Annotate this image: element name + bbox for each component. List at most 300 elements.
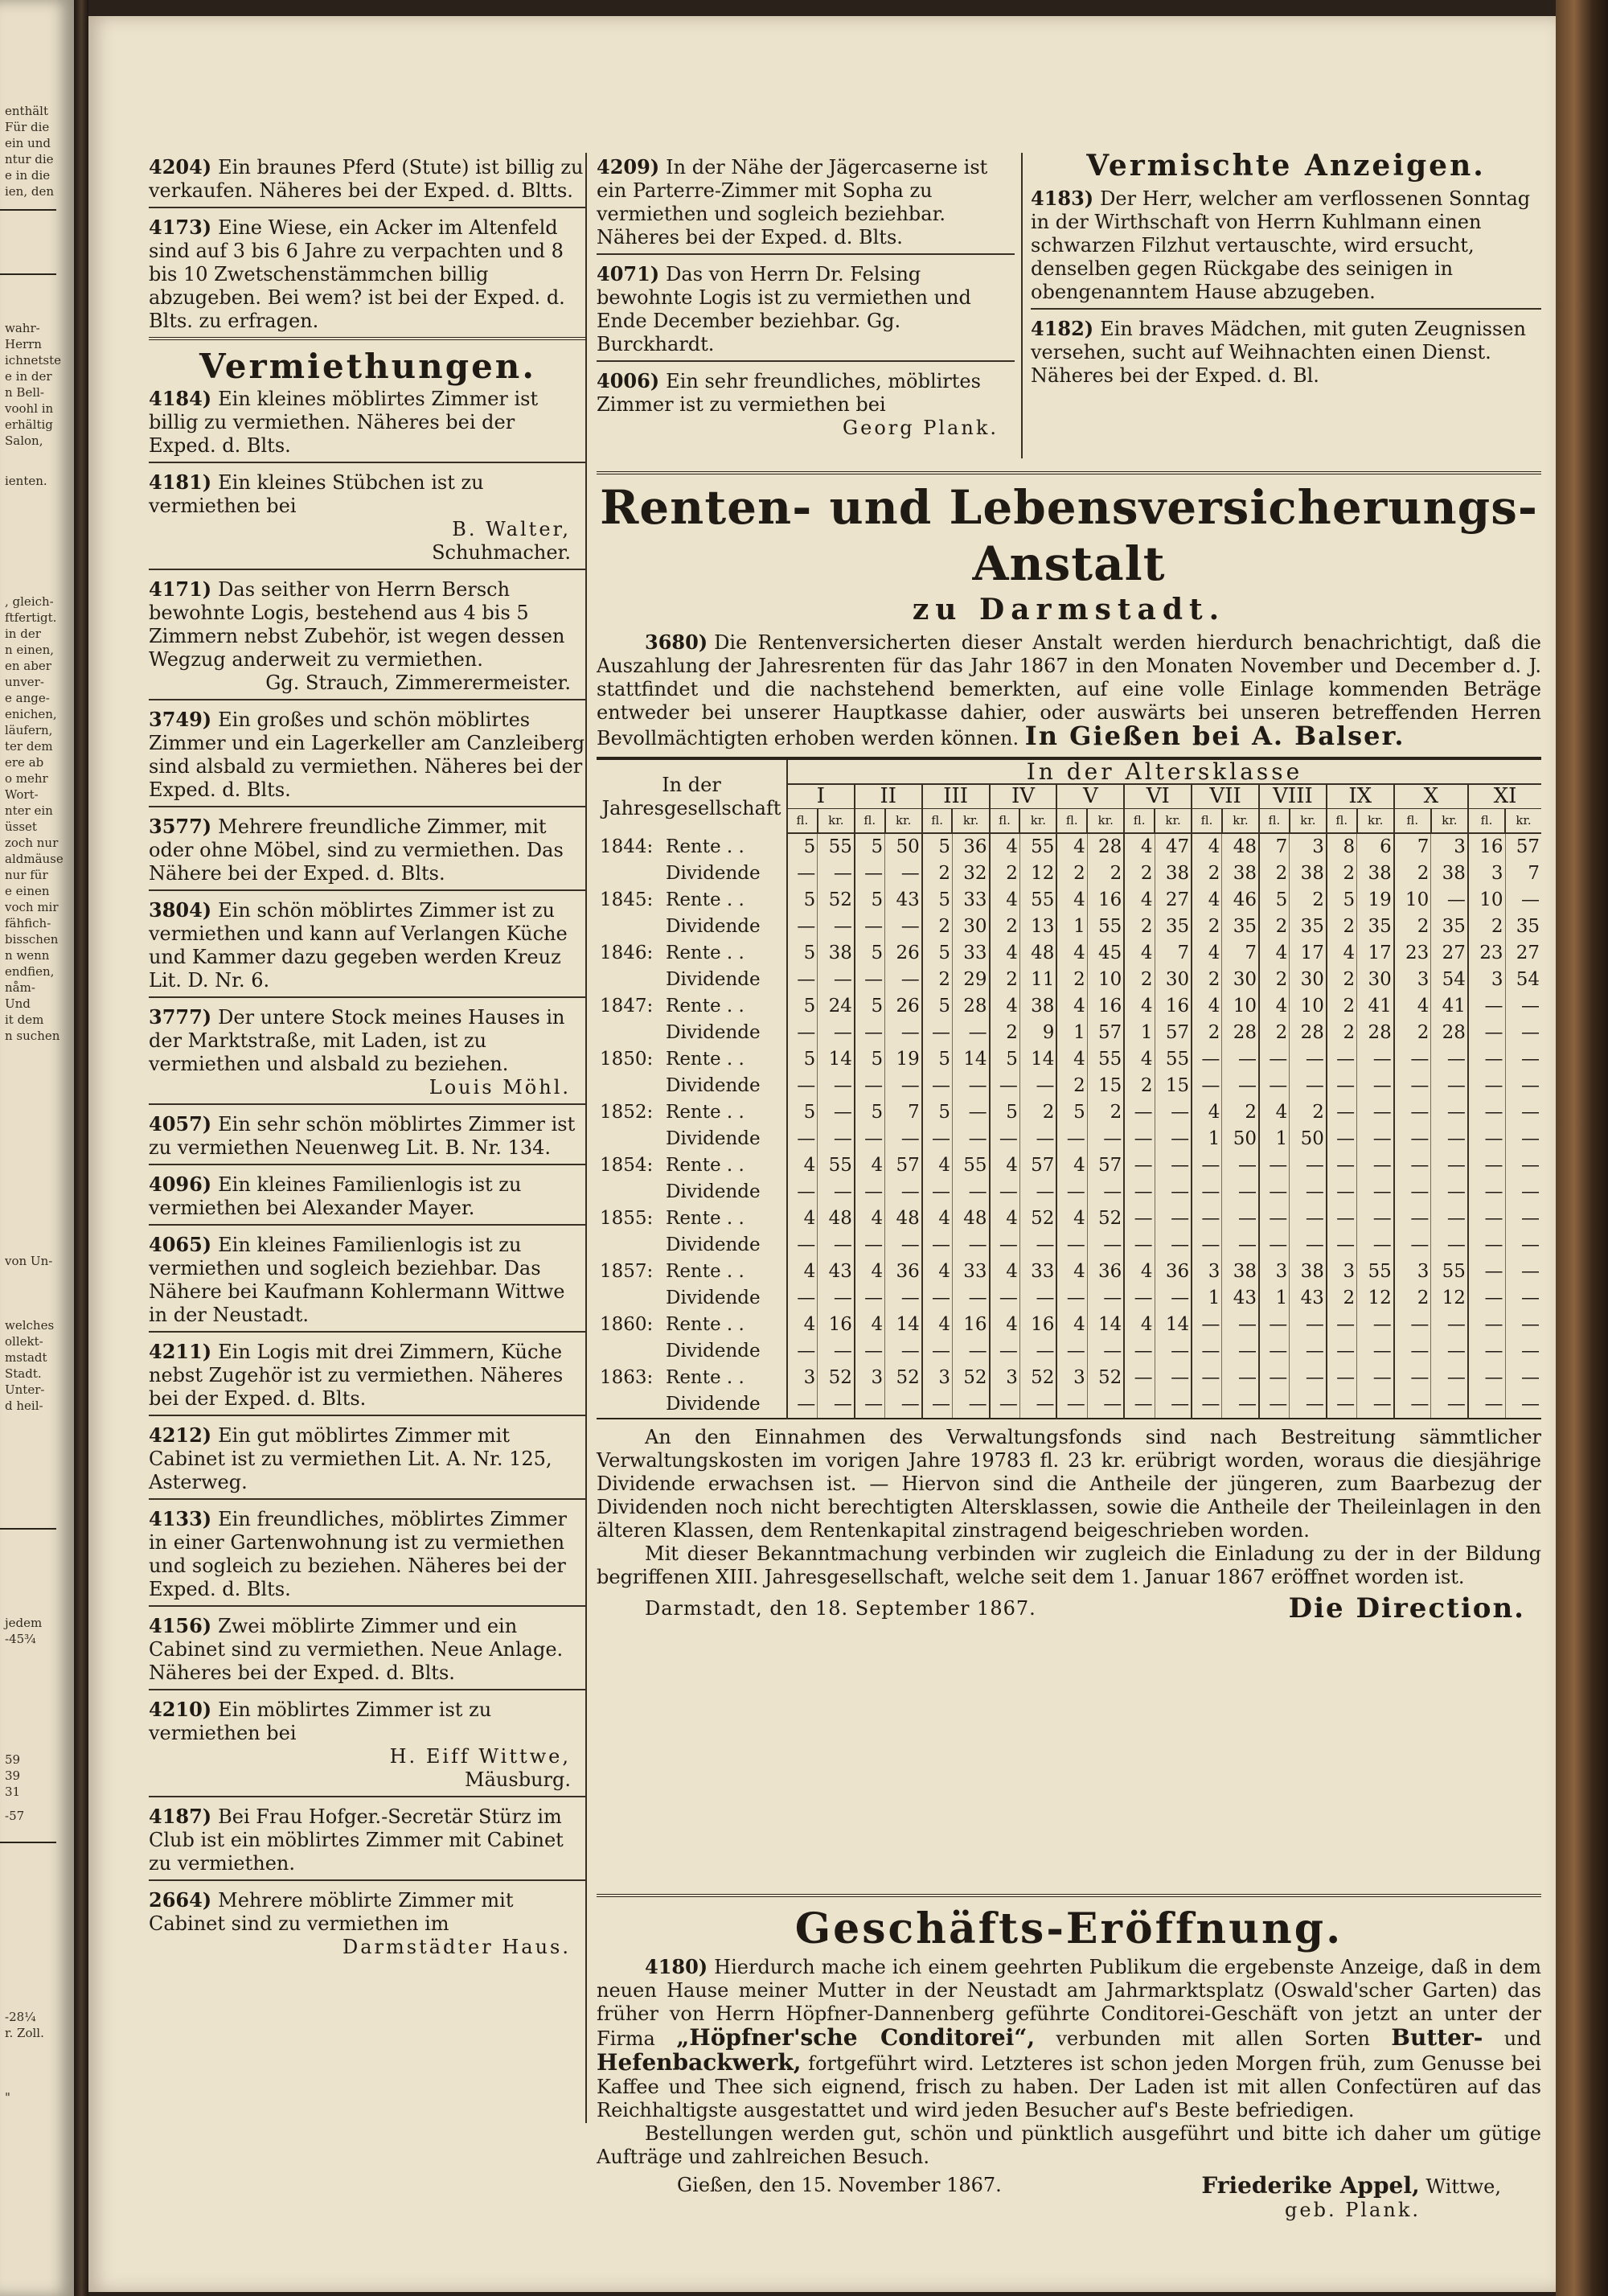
cell-florin: — <box>787 1232 818 1259</box>
cell-kreuzer: 35 <box>1431 914 1468 940</box>
table-row <box>597 1259 1541 1285</box>
ad-4210 <box>149 1695 587 1797</box>
cell-florin: — <box>1259 1179 1290 1206</box>
cell-kreuzer: — <box>1087 1126 1124 1152</box>
cell-kreuzer: 28 <box>1431 1020 1468 1046</box>
margin-text-fragment: d heil- <box>5 1399 43 1413</box>
margin-text-fragment: üsset <box>5 819 37 834</box>
cell-kreuzer: — <box>1431 1073 1468 1099</box>
class-header: I <box>787 784 855 809</box>
ad-text: Mehrere freundliche Zimmer, mit oder ohne Möbel, sind zu vermiethen. Das Nähere bei der Exped. d. Blts. <box>149 815 564 885</box>
cell-kreuzer: — <box>818 1099 855 1126</box>
unit-florin-header: fl. <box>1259 809 1290 834</box>
margin-text-fragment: voch mir <box>5 900 59 914</box>
margin-text-fragment: unver- <box>5 675 44 689</box>
table-row <box>597 1391 1541 1419</box>
cell-kreuzer: 55 <box>818 1152 855 1179</box>
cell-florin: 3 <box>787 1365 818 1391</box>
cell-kreuzer: — <box>1290 1073 1327 1099</box>
row-label <box>597 1073 787 1099</box>
unit-kreuzer-header: kr. <box>818 809 855 834</box>
cell-florin: 4 <box>990 1152 1020 1179</box>
cell-kreuzer: — <box>1290 1152 1327 1179</box>
cell-florin: 4 <box>922 1312 953 1338</box>
cell-florin: — <box>1394 1338 1431 1365</box>
table-row <box>597 1285 1541 1312</box>
margin-text-fragment: n einen, <box>5 643 55 657</box>
cell-florin: — <box>1259 1232 1290 1259</box>
cell-kreuzer: — <box>1155 1285 1192 1312</box>
cell-kreuzer: 35 <box>1290 914 1327 940</box>
ad-signature: Georg Plank. <box>842 417 999 439</box>
row-label <box>597 1179 787 1206</box>
cell-kreuzer: — <box>885 1285 922 1312</box>
ad-text: Ein kleines Familienlogis ist zu vermiethen bei Alexander Mayer. <box>149 1173 522 1219</box>
cell-kreuzer: 55 <box>818 833 855 860</box>
cell-florin: 4 <box>1124 887 1155 914</box>
opening-title: Geschäfts-Eröffnung. <box>794 1904 1343 1953</box>
row-type: Dividende <box>666 1181 761 1202</box>
cell-florin: 4 <box>990 940 1020 967</box>
cell-kreuzer: — <box>1155 1391 1192 1419</box>
cell-florin: — <box>1327 1338 1357 1365</box>
cell-kreuzer: — <box>885 1232 922 1259</box>
ad-text: Ein möblirtes Zimmer ist zu vermiethen bei <box>149 1698 492 1744</box>
cell-kreuzer: — <box>1431 1312 1468 1338</box>
cell-kreuzer: — <box>1290 1206 1327 1232</box>
cell-florin: — <box>1394 1312 1431 1338</box>
row-type: Rente . . <box>666 889 745 910</box>
margin-text-fragment: 59 <box>5 1752 21 1767</box>
ad-4183 <box>1031 184 1541 310</box>
ad-4212 <box>149 1421 587 1500</box>
opening-goods-1: Butter- <box>1391 2024 1483 2051</box>
table-row <box>597 967 1541 993</box>
ad-4006 <box>597 367 1015 444</box>
cell-kreuzer: 52 <box>818 887 855 914</box>
opening-goods-2: Hefenbackwerk, <box>597 2049 802 2076</box>
cell-florin: 23 <box>1394 940 1431 967</box>
ad-number: 4209) <box>597 155 660 179</box>
cell-florin: — <box>1394 1179 1431 1206</box>
cell-florin: 5 <box>922 1046 953 1073</box>
cell-kreuzer: — <box>818 914 855 940</box>
ad-number: 4210) <box>149 1698 212 1721</box>
cell-florin: — <box>1468 1206 1505 1232</box>
row-year: 1855: <box>600 1208 654 1229</box>
cell-florin: 1 <box>1056 914 1087 940</box>
cell-kreuzer: — <box>1222 1338 1259 1365</box>
cell-kreuzer: — <box>1087 1232 1124 1259</box>
cell-kreuzer: 57 <box>1155 1020 1192 1046</box>
cell-kreuzer: 57 <box>1087 1020 1124 1046</box>
cell-florin: 4 <box>1192 940 1222 967</box>
table-row <box>597 993 1541 1020</box>
cell-florin: 4 <box>787 1312 818 1338</box>
margin-text-fragment: it dem <box>5 1012 44 1027</box>
ad-4181 <box>149 468 587 570</box>
cell-florin: 2 <box>1259 967 1290 993</box>
cell-kreuzer: 2 <box>1019 1099 1056 1126</box>
cell-florin: 23 <box>1468 940 1505 967</box>
cell-florin: — <box>1394 1099 1431 1126</box>
margin-text-fragment: endfien, <box>5 964 55 979</box>
ad-3577 <box>149 812 587 891</box>
class-header: III <box>922 784 990 809</box>
cell-kreuzer: 7 <box>1155 940 1192 967</box>
cell-kreuzer: — <box>1357 1046 1394 1073</box>
ad-text: Ein braves Mädchen, mit guten Zeugnissen versehen, sucht auf Weihnachten einen Dienst. Näheres bei der Exped. d. Bl. <box>1031 318 1526 387</box>
cell-kreuzer: — <box>885 1391 922 1419</box>
cell-florin: — <box>1056 1126 1087 1152</box>
cell-kreuzer: 16 <box>818 1312 855 1338</box>
cell-florin: 4 <box>1124 1312 1155 1338</box>
cell-kreuzer: — <box>1431 1126 1468 1152</box>
cell-kreuzer: 26 <box>885 993 922 1020</box>
cell-florin: 5 <box>787 833 818 860</box>
cell-florin: 4 <box>1056 1046 1087 1073</box>
renten-table <box>597 757 1541 1419</box>
cell-florin: 2 <box>1327 860 1357 887</box>
cell-kreuzer: — <box>952 1099 989 1126</box>
cell-florin: 4 <box>1056 940 1087 967</box>
cell-florin: — <box>1327 1126 1357 1152</box>
margin-text-fragment: 31 <box>5 1785 21 1799</box>
unit-kreuzer-header: kr. <box>1290 809 1327 834</box>
table-group-header: In der Altersklasse <box>787 758 1541 784</box>
margin-text-fragment: zoch nur <box>5 836 59 850</box>
ad-text: Mehrere möblirte Zimmer mit Cabinet sind zu vermiethen im <box>149 1889 514 1935</box>
cell-florin: 2 <box>1124 914 1155 940</box>
cell-kreuzer: — <box>1357 1338 1394 1365</box>
table-row <box>597 940 1541 967</box>
cell-kreuzer: 48 <box>1222 833 1259 860</box>
cell-kreuzer: 38 <box>1290 860 1327 887</box>
cell-florin: 5 <box>1056 1099 1087 1126</box>
cell-kreuzer: — <box>1505 1073 1541 1099</box>
cell-kreuzer: — <box>1505 1365 1541 1391</box>
cell-kreuzer: — <box>885 914 922 940</box>
margin-text-fragment: , gleich- <box>5 594 54 609</box>
cell-kreuzer: — <box>1290 1365 1327 1391</box>
cell-florin: 2 <box>1192 860 1222 887</box>
row-type: Dividende <box>666 1128 761 1149</box>
cell-kreuzer: — <box>1222 1179 1259 1206</box>
table-row <box>597 1126 1541 1152</box>
table-row <box>597 1099 1541 1126</box>
cell-florin: — <box>1394 1232 1431 1259</box>
cell-kreuzer: — <box>885 860 922 887</box>
cell-florin: — <box>1327 1232 1357 1259</box>
opening-date: Gießen, den 15. November 1867. <box>677 2174 1002 2196</box>
cell-florin: 4 <box>990 993 1020 1020</box>
unit-kreuzer-header: kr. <box>1155 809 1192 834</box>
cell-florin: — <box>1327 1179 1357 1206</box>
cell-florin: — <box>1192 1365 1222 1391</box>
cell-kreuzer: 36 <box>1155 1259 1192 1285</box>
cell-kreuzer: — <box>818 1020 855 1046</box>
cell-kreuzer: — <box>1290 1338 1327 1365</box>
cell-florin: — <box>855 1020 885 1046</box>
margin-text-fragment: o mehr <box>5 771 48 786</box>
renten-footer-p1: An den Einnahmen des Verwaltungsfonds sind nach Bestreitung sämmtlicher Verwaltungskosten im vorigen Jahre 19783 fl. 23 kr. erübrigt worden, woraus die diesjährige Dividende erwachsen ist. — Hiervon sind die Antheile der jüngeren, zum Baarbezug der Dividenden noch nicht berechtigten Altersklassen, sowie die Antheile der Theileinlagen in den älteren Klassen, dem Rentenkapital zinstragend beigeschrieben worden. <box>597 1426 1541 1542</box>
cell-kreuzer: — <box>952 1126 989 1152</box>
cell-florin: 5 <box>787 1099 818 1126</box>
cell-kreuzer: 50 <box>1222 1126 1259 1152</box>
cell-florin: 2 <box>1192 914 1222 940</box>
cell-kreuzer: 35 <box>1155 914 1192 940</box>
cell-florin: — <box>990 1338 1020 1365</box>
cell-kreuzer: 55 <box>1431 1259 1468 1285</box>
ad-text: Ein schön möblirtes Zimmer ist zu vermiethen und kann auf Verlangen Küche und Kammer dazu gegeben werden Kreuz Lit. D. Nr. 6. <box>149 899 568 992</box>
ad-4133 <box>149 1505 587 1607</box>
unit-florin-header: fl. <box>1192 809 1222 834</box>
cell-kreuzer: — <box>818 967 855 993</box>
ad-number: 3680) <box>645 630 708 654</box>
cell-kreuzer: — <box>1357 1152 1394 1179</box>
cell-florin: — <box>1468 1020 1505 1046</box>
ad-number: 4071) <box>597 262 660 285</box>
ad-text: Eine Wiese, ein Acker im Altenfeld sind auf 3 bis 6 Jahre zu verpachten und 8 bis 10 Zwetschenstämmchen billig abzugeben. Bei wem? ist bei der Exped. d. Blts. zu erfragen. <box>149 216 565 332</box>
ad-number: 4173) <box>149 216 212 239</box>
cell-kreuzer: — <box>1357 1073 1394 1099</box>
cell-kreuzer: 50 <box>1290 1126 1327 1152</box>
opening-geb: geb. Plank. <box>1285 2199 1421 2221</box>
cell-florin: — <box>1468 1099 1505 1126</box>
margin-text-fragment: ichnetste <box>5 353 62 368</box>
cell-kreuzer: 30 <box>952 914 989 940</box>
cell-florin: 4 <box>1124 833 1155 860</box>
cell-kreuzer: 28 <box>952 993 989 1020</box>
margin-text-fragment: n Bell- <box>5 385 44 400</box>
cell-florin: — <box>922 1179 953 1206</box>
margin-text-fragment: Herrn <box>5 337 42 351</box>
cell-florin: 2 <box>922 914 953 940</box>
cell-florin: 4 <box>1056 887 1087 914</box>
cell-florin: — <box>1124 1099 1155 1126</box>
margin-text-fragment: n wenn <box>5 948 50 963</box>
cell-kreuzer: — <box>1019 1285 1056 1312</box>
cell-florin: 3 <box>922 1365 953 1391</box>
cell-kreuzer: 2 <box>1087 1099 1124 1126</box>
unit-florin-header: fl. <box>1056 809 1087 834</box>
cell-florin: 2 <box>1327 1285 1357 1312</box>
margin-rule <box>0 1842 56 1843</box>
cell-florin: 5 <box>855 887 885 914</box>
cell-florin: — <box>1124 1152 1155 1179</box>
cell-kreuzer: 28 <box>1357 1020 1394 1046</box>
section-heading-rentals: Vermiethungen. <box>199 347 536 386</box>
cell-kreuzer: 41 <box>1431 993 1468 1020</box>
cell-kreuzer: 14 <box>1087 1312 1124 1338</box>
renten-footer <box>597 1426 1541 1627</box>
ad-4065 <box>149 1230 587 1333</box>
ad-4187 <box>149 1802 587 1881</box>
row-label <box>597 1365 787 1391</box>
cell-kreuzer: 9 <box>1019 1020 1056 1046</box>
cell-florin: — <box>1394 1206 1431 1232</box>
renten-intro <box>597 630 1541 750</box>
cell-kreuzer: 29 <box>952 967 989 993</box>
table-row <box>597 1179 1541 1206</box>
cell-florin: — <box>1124 1179 1155 1206</box>
margin-text-fragment: -28¼ <box>5 2010 36 2024</box>
cell-kreuzer: 35 <box>1505 914 1541 940</box>
row-type: Dividende <box>666 1394 761 1415</box>
margin-text-fragment: Und <box>5 996 31 1011</box>
renten-signature: Die Direction. <box>1288 1592 1525 1624</box>
margin-text-fragment: in der <box>5 626 41 641</box>
cell-florin: — <box>1124 1391 1155 1419</box>
cell-florin: 2 <box>990 914 1020 940</box>
column-right-a <box>597 153 1015 449</box>
unit-florin-header: fl. <box>1468 809 1505 834</box>
cell-florin: 1 <box>1259 1285 1290 1312</box>
cell-kreuzer: 52 <box>1019 1365 1056 1391</box>
divider <box>597 471 1541 474</box>
cell-kreuzer: — <box>1290 1391 1327 1419</box>
class-header: VI <box>1124 784 1192 809</box>
cell-florin: 5 <box>855 940 885 967</box>
renten-subtitle: zu Darmstadt. <box>912 593 1226 626</box>
ad-number: 4204) <box>149 155 212 179</box>
margin-text-fragment: ter dem <box>5 739 53 754</box>
cell-florin: 1 <box>1192 1285 1222 1312</box>
cell-florin: 10 <box>1468 887 1505 914</box>
cell-kreuzer: — <box>1019 1338 1056 1365</box>
cell-kreuzer: — <box>1431 1391 1468 1419</box>
cell-florin: 4 <box>990 1259 1020 1285</box>
margin-text-fragment: fähfich- <box>5 916 51 930</box>
cell-florin: 2 <box>990 1020 1020 1046</box>
ad-text: Ein kleines Familienlogis ist zu vermiethen und sogleich beziehbar. Das Nähere bei Kaufmann Kohlermann Wittwe in der Neustadt. <box>149 1234 565 1326</box>
ad-4211 <box>149 1337 587 1416</box>
ad-number: 3577) <box>149 815 212 838</box>
ad-number: 4006) <box>597 369 660 392</box>
cell-kreuzer: 48 <box>952 1206 989 1232</box>
cell-florin: 5 <box>855 833 885 860</box>
cell-kreuzer: — <box>1222 1232 1259 1259</box>
cell-florin: — <box>1192 1073 1222 1099</box>
cell-kreuzer: 38 <box>1290 1259 1327 1285</box>
cell-florin: 4 <box>855 1152 885 1179</box>
ad-number: 3804) <box>149 898 212 922</box>
row-label <box>597 1259 787 1285</box>
cell-florin: 2 <box>1327 993 1357 1020</box>
cell-florin: — <box>1192 1206 1222 1232</box>
margin-text-fragment: ein und <box>5 136 51 150</box>
cell-florin: 4 <box>1192 1099 1222 1126</box>
cell-florin: — <box>1259 1312 1290 1338</box>
cell-florin: — <box>1468 993 1505 1020</box>
margin-text-fragment: enthält <box>5 104 48 118</box>
cell-kreuzer: — <box>885 967 922 993</box>
cell-kreuzer: 7 <box>1505 860 1541 887</box>
cell-kreuzer: 52 <box>1087 1365 1124 1391</box>
unit-kreuzer-header: kr. <box>1087 809 1124 834</box>
cell-florin: 5 <box>855 1046 885 1073</box>
cell-florin: — <box>855 1391 885 1419</box>
cell-kreuzer: — <box>1019 1232 1056 1259</box>
cell-kreuzer: — <box>1155 1232 1192 1259</box>
cell-kreuzer: 45 <box>1087 940 1124 967</box>
cell-florin: 2 <box>922 967 953 993</box>
cell-kreuzer: — <box>1431 887 1468 914</box>
cell-kreuzer: — <box>1505 1285 1541 1312</box>
cell-kreuzer: 12 <box>1431 1285 1468 1312</box>
cell-florin: 4 <box>1124 993 1155 1020</box>
cell-kreuzer: — <box>1155 1126 1192 1152</box>
ad-number: 4180) <box>645 1955 708 1978</box>
cell-kreuzer: 57 <box>1087 1152 1124 1179</box>
opening-paragraph-2: Bestellungen werden gut, schön und pünktlich ausgeführt und bitte ich daher um gütige Aufträge und zahlreichen Besuch. <box>597 2122 1541 2168</box>
row-label <box>597 1099 787 1126</box>
cell-florin: 2 <box>1327 967 1357 993</box>
row-year: 1850: <box>600 1049 654 1070</box>
cell-kreuzer: 50 <box>885 833 922 860</box>
cell-kreuzer: — <box>952 1338 989 1365</box>
cell-florin: 2 <box>1394 914 1431 940</box>
row-year: 1863: <box>600 1367 654 1388</box>
cell-florin: — <box>990 1126 1020 1152</box>
cell-florin: 3 <box>1259 1259 1290 1285</box>
margin-text-fragment: 39 <box>5 1768 21 1783</box>
cell-florin: 5 <box>990 1099 1020 1126</box>
cell-kreuzer: — <box>1505 1206 1541 1232</box>
cell-kreuzer: 55 <box>1155 1046 1192 1073</box>
class-header: VIII <box>1259 784 1327 809</box>
cell-florin: 2 <box>1327 914 1357 940</box>
cell-florin: 4 <box>787 1206 818 1232</box>
cell-kreuzer: — <box>1290 1312 1327 1338</box>
cell-florin: — <box>855 1073 885 1099</box>
cell-florin: — <box>1056 1232 1087 1259</box>
cell-kreuzer: — <box>1505 993 1541 1020</box>
cell-florin: — <box>990 1073 1020 1099</box>
cell-kreuzer: — <box>1431 1232 1468 1259</box>
ad-4057 <box>149 1110 587 1165</box>
cell-florin: — <box>1192 1232 1222 1259</box>
margin-text-fragment: wahr- <box>5 321 40 335</box>
cell-florin: — <box>1259 1391 1290 1419</box>
cell-florin: 16 <box>1468 833 1505 860</box>
cell-florin: — <box>1468 1259 1505 1285</box>
cell-kreuzer: 14 <box>818 1046 855 1073</box>
cell-florin: 2 <box>1192 967 1222 993</box>
cell-kreuzer: — <box>1222 1312 1259 1338</box>
cell-florin: — <box>1468 1073 1505 1099</box>
margin-text-fragment: -45¾ <box>5 1632 36 1646</box>
cell-kreuzer: 2 <box>1290 887 1327 914</box>
opening-paragraph <box>597 1955 1541 2122</box>
cell-florin: — <box>1259 1073 1290 1099</box>
ad-3749 <box>149 705 587 807</box>
margin-text-fragment: r. Zoll. <box>5 2026 44 2040</box>
ad-text: Ein sehr schön möblirtes Zimmer ist zu vermiethen Neuenweg Lit. B. Nr. 134. <box>149 1113 576 1159</box>
cell-florin: — <box>1192 1312 1222 1338</box>
cell-florin: — <box>1468 1046 1505 1073</box>
cell-kreuzer: 13 <box>1019 914 1056 940</box>
row-year: 1854: <box>600 1155 654 1176</box>
cell-florin: — <box>1327 1073 1357 1099</box>
cell-kreuzer: — <box>1357 1312 1394 1338</box>
renten-intro-text: Die Rentenversicherten dieser Anstalt werden hierdurch benachrichtigt, daß die Auszahlung der Jahresrenten für das Jahr 1867 in den Monaten November und December d. J. stattfindet und die nachstehend bemerkten, auf eine volle Einlage kommenden Beträge entweder bei unserer Hauptkasse dahier, oder auswärts bei unseren betreffenden Herren Bevollmächtigten erhoben werden können. <box>597 631 1541 750</box>
cell-kreuzer: — <box>1087 1179 1124 1206</box>
cell-kreuzer: 28 <box>1087 833 1124 860</box>
cell-kreuzer: 12 <box>1357 1285 1394 1312</box>
row-label <box>597 1020 787 1046</box>
margin-rule <box>0 209 56 211</box>
